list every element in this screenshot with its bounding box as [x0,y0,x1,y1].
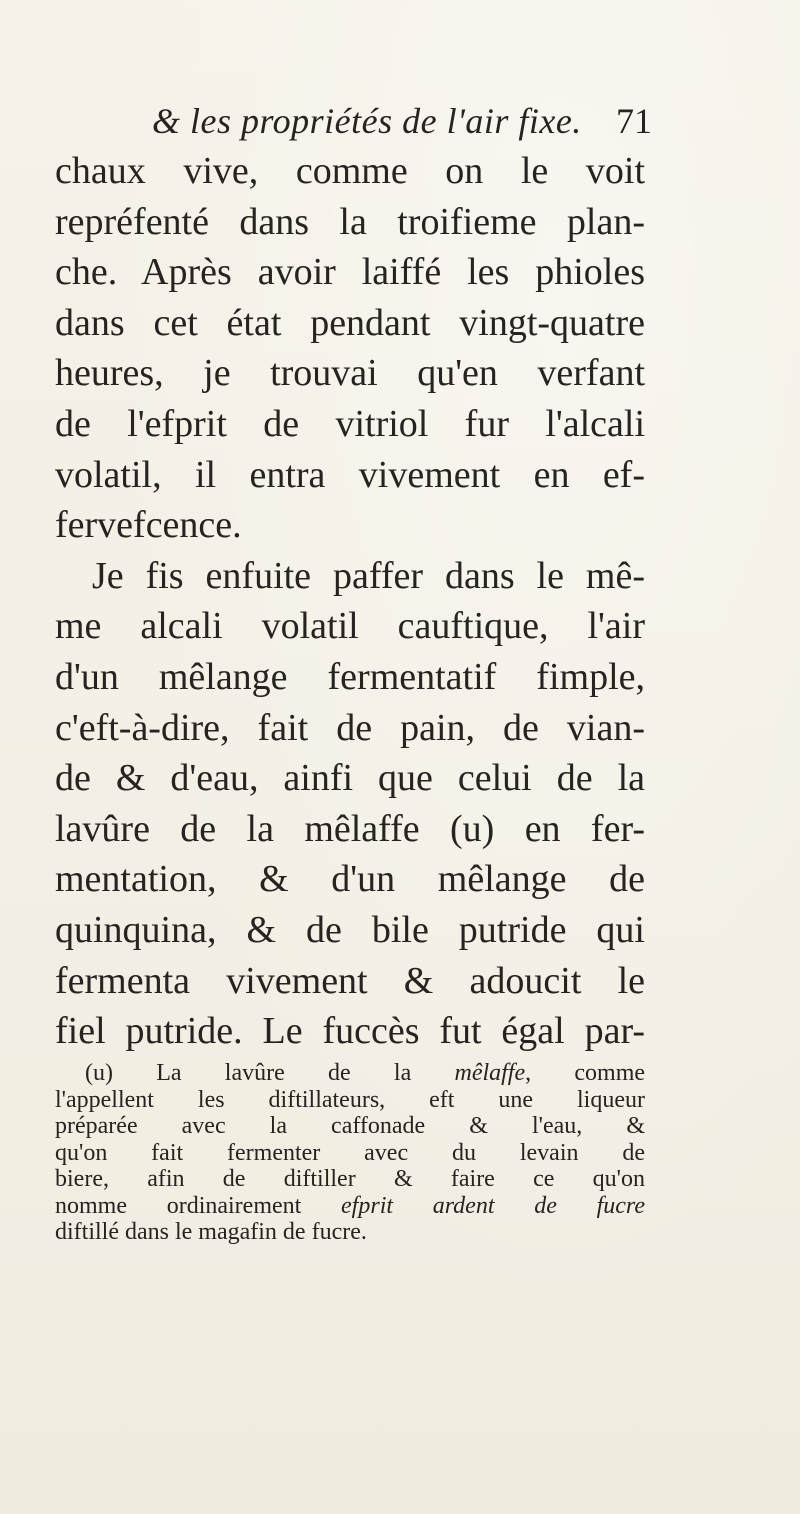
text-line: chaux vive, comme on le voit [55,150,645,192]
footnote [55,1060,645,1246]
page-number: 71 [616,101,652,141]
running-head: & les propriétés de l'air fixe. [152,101,582,141]
footnote-italic-term: mêlaffe [454,1060,526,1086]
text-line: che. Après avoir laiffé les phioles [55,251,645,294]
footnote-line: qu'on fait fermenter avec du levain de [55,1139,645,1166]
footnote-text: , comme [525,1060,646,1086]
text-line: heures, je trouvai qu'en verfant [55,352,645,395]
footnote-line [55,1060,645,1087]
footnote-line: l'appellent les diftillateurs, eft une liqueur [55,1086,645,1113]
footnote-line: biere, afin de diftiller & faire ce qu'on [55,1166,645,1192]
text-line: mentation, & d'un mêlange de [55,858,645,901]
text-line: repréfenté dans la troifieme plan- [55,200,645,243]
text-line: c'eft-à-dire, fait de pain, de vian- [55,706,645,749]
text-line: Je fis enfuite paffer dans le mê- [92,554,645,597]
page-header [152,96,652,146]
text-line: quinquina, & de bile putride qui [55,908,645,951]
text-line: de & d'eau, ainfi que celui de la [55,757,645,800]
footnote-line: préparée avec la caffonade & l'eau, & [55,1113,645,1139]
text-line: d'un mêlange fermentatif fimple, [55,655,645,698]
text-line: me alcali volatil cauftique, l'air [55,605,645,648]
text-line: dans cet état pendant vingt-quatre [55,301,645,344]
body-text [55,146,645,1057]
footnote-italic-term: efprit ardent de fucre [341,1192,645,1219]
footnote-text: nomme ordinairement [55,1192,342,1219]
text-line: fiel putride. Le fuccès fut égal par- [55,1010,645,1053]
text-line: lavûre de la mêlaffe (u) en fer- [55,807,645,850]
text-line: fervefcence. [55,504,242,547]
footnote-line [55,1193,645,1220]
footnote-text: (u) La lavûre de la [85,1060,455,1086]
text-line: de l'efprit de vitriol fur l'alcali [55,402,645,445]
footnote-line: diftillé dans le magafin de fucre. [55,1219,367,1245]
text-line: volatil, il entra vivement en ef- [55,453,645,496]
text-line: fermenta vivement & adoucit le [55,959,645,1002]
